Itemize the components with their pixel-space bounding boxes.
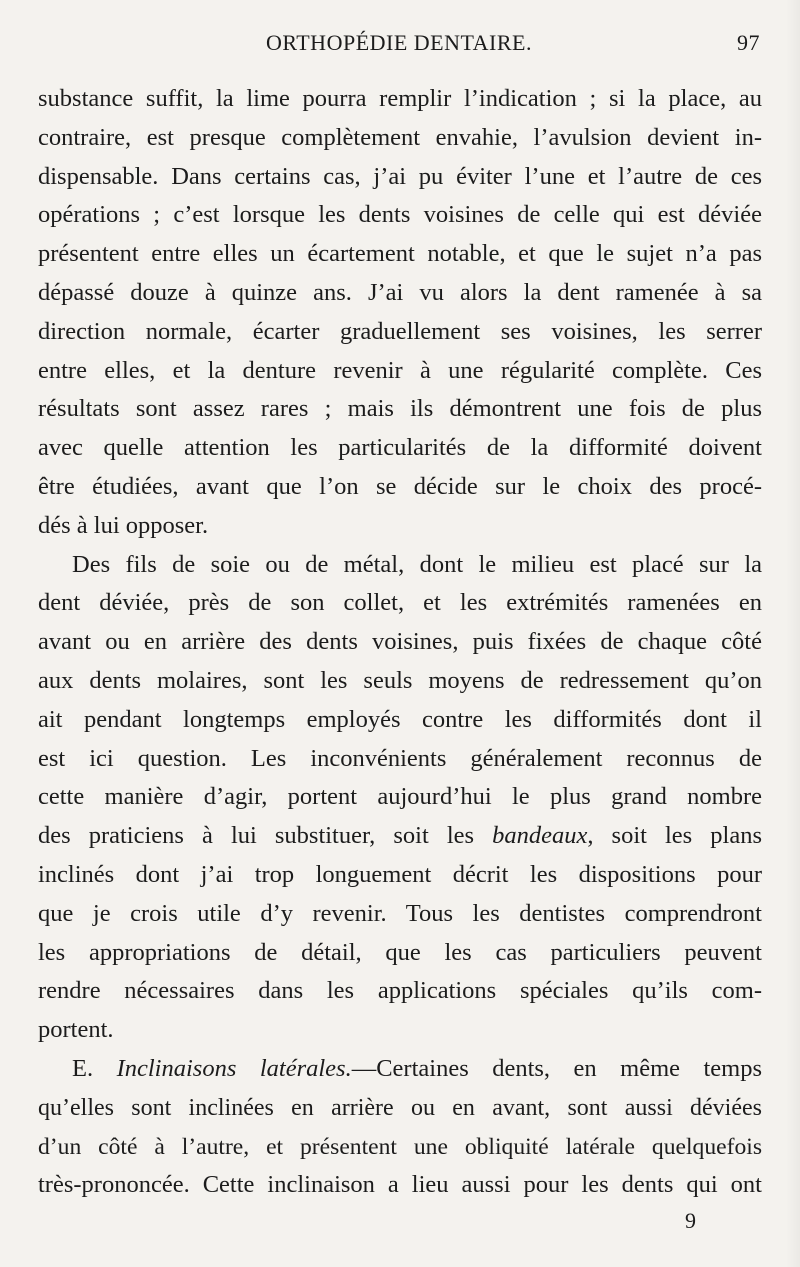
text-line: cette manière d’agir, portent aujourd’hui le plus grand nombre [38,783,762,811]
paragraph-first-line: Des fils de soie ou de métal, dont le milieu est placé sur la [72,550,762,578]
text-line: est ici question. Les inconvénients généralement reconnus de [38,744,762,772]
text-line: rendre nécessaires dans les applications spéciales qu’ils com- [38,977,762,1005]
text-line: dés à lui opposer. [38,511,209,539]
page-edge-shading [786,0,800,1267]
text-line: inclinés dont j’ai trop longuement décrit les dispositions pour [38,860,762,888]
text-line: d’un côté à l’autre, et présentent une obliquité latérale quelquefois [38,1133,762,1160]
text-line: qu’elles sont inclinées en arrière ou en avant, sont aussi déviées [38,1094,762,1121]
text-run: des praticiens à lui substituer, soit les [38,822,493,850]
text-line: être étudiées, avant que l’on se décide sur le choix des procé- [38,472,762,500]
text-line: avec quelle attention les particularités de la difformité doivent [38,434,762,462]
section-title: Inclinaisons latérales. [116,1054,352,1082]
text-line: aux dents molaires, sont les seuls moyens de redressement qu’on [38,666,762,694]
text-line-with-italic [38,817,762,856]
text-line: substance suffit, la lime pourra remplir l’indication ; si la place, au [38,85,762,112]
text-line: résultats sont assez rares ; mais ils démontrent une fois de plus [38,395,762,423]
text-line: que je crois utile d’y revenir. Tous les dentistes comprendront [38,899,762,927]
running-title: ORTHOPÉDIE DENTAIRE. [266,30,532,55]
signature-mark: 9 [685,1208,696,1233]
page-number: 97 [737,30,760,55]
text-line: contraire, est presque complètement envahie, l’avulsion devient in- [38,123,762,151]
text-line: opérations ; c’est lorsque les dents voisines de celle qui est déviée [38,201,762,229]
text-line: entre elles, et la denture revenir à une régularité complète. Ces [38,356,762,384]
italic-term: bandeaux [492,822,588,850]
text-line: les appropriations de détail, que les cas particuliers peuvent [38,938,762,966]
body-text [38,80,762,1205]
text-line: portent. [38,1016,114,1044]
text-line: direction normale, écarter graduellement ses voisines, les serrer [38,317,762,345]
text-line: ait pendant longtemps employés contre les difformités dont il [38,705,762,733]
text-line: dispensable. Dans certains cas, j’ai pu éviter l’une et l’autre de ces [38,162,762,190]
text-line: dépassé douze à quinze ans. J’ai vu alors la dent ramenée à sa [38,278,762,306]
section-letter: E. [72,1054,117,1082]
running-head [38,30,760,64]
text-line: présentent entre elles un écartement notable, et que le sujet n’a pas [38,240,762,268]
text-line: dent déviée, près de son collet, et les extrémités ramenées en [38,589,762,617]
text-line: très-prononcée. Cette inclinaison a lieu aussi pour les dents qui ont [38,1171,762,1199]
text-line: avant ou en arrière des dents voisines, puis fixées de chaque côté [38,628,762,656]
text-run: , soit les plans [587,822,762,850]
text-run: —Certaines dents, en même temps [351,1054,762,1082]
section-heading-line [38,1050,762,1089]
